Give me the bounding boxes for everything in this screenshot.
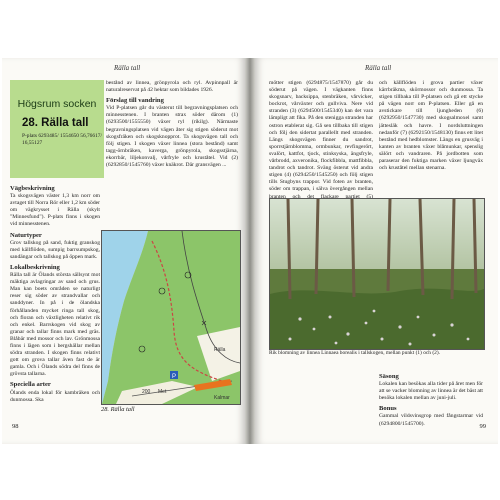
page-number: 98 xyxy=(12,423,19,430)
book-spread xyxy=(2,58,498,444)
intro-text: bestånd av linnea, grönpyrola och ryl. Avpinnpall är naturalreservat på 42 hektar som bildades 1926. xyxy=(106,80,238,94)
running-head: Rälla tall xyxy=(365,64,392,72)
right-sections xyxy=(379,370,483,429)
page-number: 99 xyxy=(479,423,486,430)
section-heading: Säsong xyxy=(379,373,399,380)
right-column-1 xyxy=(269,80,373,216)
section-text: Ölands enda lokal för kambräken och dunmossa. Ska xyxy=(10,389,100,403)
site-title: 28. Rälla tall xyxy=(22,117,89,129)
right-column-2 xyxy=(379,80,483,194)
section-heading: Bonus xyxy=(379,405,397,413)
section-heading: Vägbeskrivning xyxy=(10,185,55,192)
book-gutter xyxy=(245,58,255,444)
section-heading: Speciella arter xyxy=(10,381,51,389)
left-page xyxy=(2,58,245,444)
map-label-scale-unit: Met xyxy=(158,389,167,395)
section-heading: Lokalbeskrivning xyxy=(10,263,60,271)
map-label-place: Rälla xyxy=(214,347,226,353)
map-caption: 28. Rälla tall xyxy=(101,406,135,413)
svg-text:P: P xyxy=(171,374,177,380)
left-column-2 xyxy=(106,80,238,171)
site-map xyxy=(101,230,241,405)
left-column-1 xyxy=(10,182,100,405)
parish-name: Högsrum socken xyxy=(17,98,97,110)
map-label-scale: 200 xyxy=(142,389,151,395)
map-label-road: Kalmar xyxy=(214,395,230,401)
photo-caption: Rik blomning av linnea Linnaea borealis i tallskogen, mellan punkt (1) och (2). xyxy=(269,350,440,356)
section-text: Grov tallskog på sand, fuktig granskog med källflöden, sumpig barrsumpskog, sandängar och tallskog på öppen mark. xyxy=(10,239,100,260)
section-text: Lokalen kan besökas alla tider på året men för att se vacker blomning av linnea är det bäst att besöka lokalen mellan av juni-juli. xyxy=(379,381,483,402)
section-text: Ta skogsvägen väster 1,3 km norr om avtaget till Norra Rör eller 1,2 km söder om vägkrysset i Rälla (skylt "Minnesfund"). P-plats finns i skogen vid minnesstenen. xyxy=(10,193,100,228)
section-heading: Naturtyper xyxy=(10,231,42,239)
section-text: Vid P-platsen går du västerut till begravningsplatsen och minnesstenen. I branten strax söder därom (1) (6293500/1555550) växer ryl (rikilg). Närmaste begravningsplatsen vid vägen åter sig stigen söderut mot skogsfräken och skogsknopprot. Ta skogsvägen tall och följ stigen. I skogen växer linnea (stora bestånd) samt tagg-örnbräken, kaverga, grönpyrola, skogsstjärna, ekorrbär, liljekonvalj, vårfryle och kruståtel. Vid (2) (6292850/1545760) växer knäkrot. Där gransvägen ... xyxy=(106,105,238,169)
section-text: Rälla tall är Ölands största sällsynt mot mäktiga avlagringar av sand och grus. Man kan boets områden se naturligt reser sig söder av strandvallar och sanddyner. In på i de ölandska förhållanden mycket ringa tall skog, och floran och växtligheten relativt rik och enkel. Barrskogen vid skog av granar och tallar finns mark med gräs. Blåbär med mossor och lav. Grönmossa finns i lägen som i bergshällar mellan södra stranden. I skogen finns relativt gott om grova tallar även fast de är gamla. Och i Ölands södra del finns de grövsta tallarna. xyxy=(10,272,100,378)
body-text: mötter stigen (6294875/1547870) går du söderut på vägen. I vägkanten finns skogsnarv, backsippa, stenbräken, vårvicker, bockrot, vårväxter och gullviva. Nere vid stranden (3) (6294500/1545340) kan det vara lämpligt att fika. På den stenigga stranden har ostron etablerat sig. Gå sen tillbaka till stigen och följ den sidertat parallellt med stranden. Längs skogsvägen finner du sandrot, sporrstjärnblomma, ormbunkar, revfingerört, svalört, kattfot, tjock, stinksyska, ängsfryle, vårbrodd, axveronika, flockfibbla, mattfibbla, tandrot och tandrot. Sväng österut vid andra stigen (4) (6294250/1545250) och följ stigen tills Stugbyns trappor. Vid foten av branten, söder om trappan, i sälva övergången mellan branten och det flackare partiet (5) xyxy=(269,80,373,200)
section-heading: Förslag till vandring xyxy=(106,97,164,105)
running-head: Rälla tall xyxy=(114,64,141,72)
forest-photo xyxy=(269,198,485,350)
right-page xyxy=(255,58,498,444)
body-text: och källflöden i grova partier växer kärrbräkma, skörmossor och dunmossa. Ta stigen tillbaka till P-platsen och gå ett stycke på vägen norr om P-platsen. Eller gå en avstickare till ljungheden (6) (6292950/1547730) med skogsalmoxel samt jättesläk och havre. I nordsluttningen nedanför (7) (6292150/1548130) finns ett litet bestånd med hedblomster. Längs en grusväg i kanten av branten växer blåmunkar, spenslig sälört och vandraren. På jordbotten som paraserar den fuktiga marken växer ljungväx och kruståtel mellan stenarna. xyxy=(379,80,483,172)
site-infobox xyxy=(10,80,104,178)
section-text: Gammal vildsvinsgrop med fångstarmar vid (6294800/1545700). xyxy=(379,413,483,427)
parking-coordinates: P-plats 6293485/ 1554650 56,76617/ 16,55127 xyxy=(22,133,102,146)
